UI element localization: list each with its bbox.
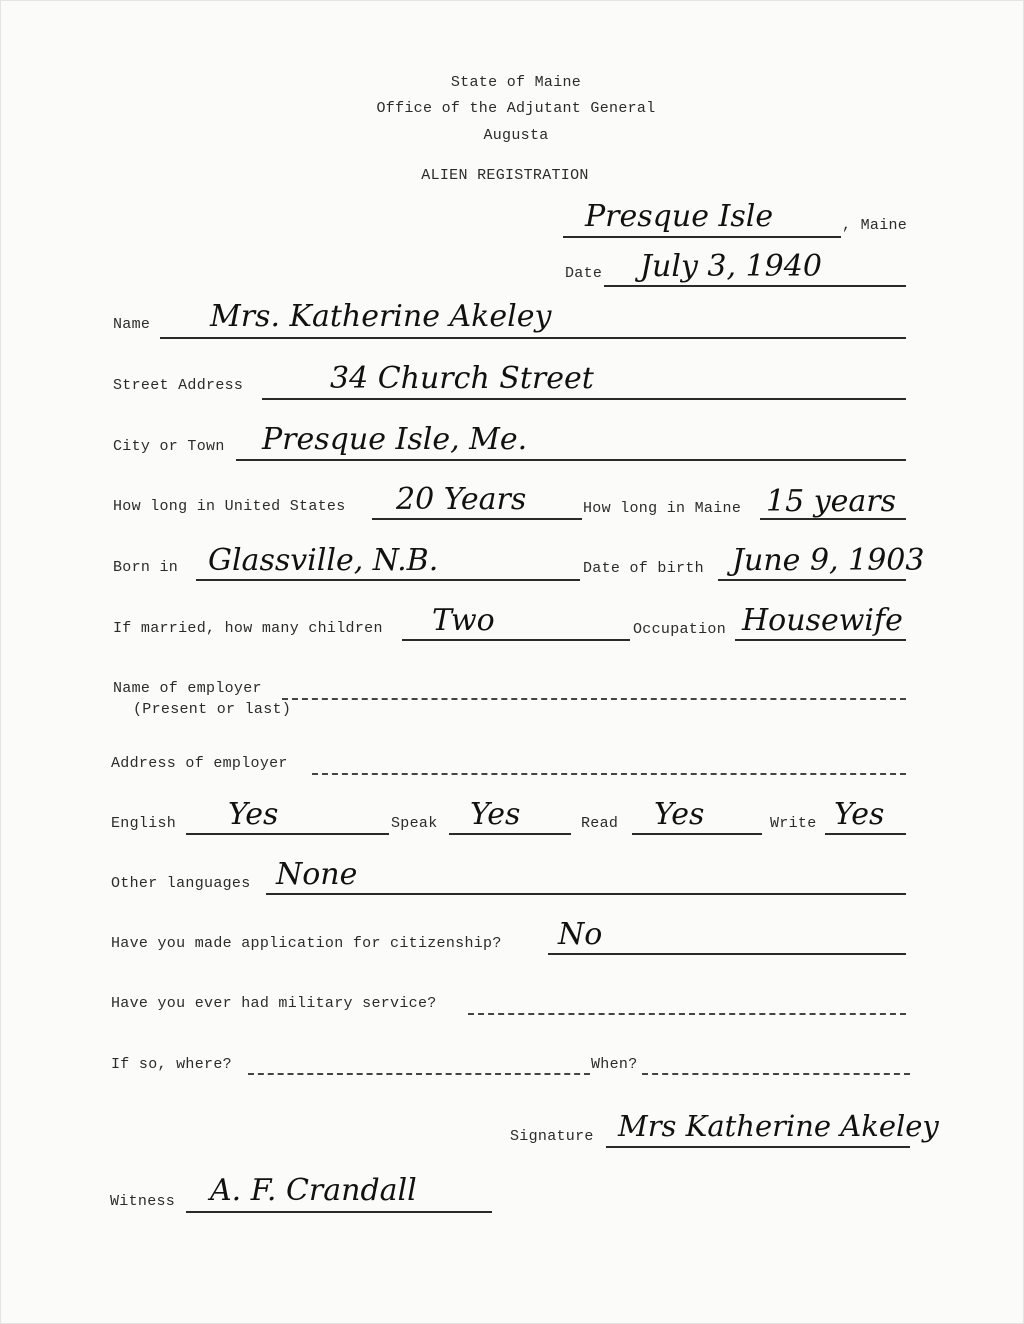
us-years-label: How long in United States <box>113 498 346 515</box>
occupation-line <box>735 639 906 641</box>
us-years-value: 20 Years <box>396 482 527 517</box>
us-years-line <box>372 518 582 520</box>
military-line <box>468 1013 906 1015</box>
occupation-label: Occupation <box>633 621 727 638</box>
born-line <box>196 579 580 581</box>
date-line <box>604 285 906 287</box>
write-value: Yes <box>834 797 885 832</box>
children-label: If married, how many children <box>113 620 383 637</box>
write-line <box>825 833 906 835</box>
employer-address-line <box>312 773 906 775</box>
witness-value: A. F. Crandall <box>210 1173 417 1208</box>
other-languages-value: None <box>276 857 358 892</box>
place-line <box>563 236 841 238</box>
signature-line <box>606 1146 910 1148</box>
dob-value: June 9, 1903 <box>732 543 925 578</box>
when-line <box>642 1073 910 1075</box>
other-languages-label: Other languages <box>111 875 251 892</box>
english-value: Yes <box>228 797 279 832</box>
city-value: Presque Isle, Me. <box>262 422 528 457</box>
date-value: July 3, 1940 <box>640 249 822 284</box>
speak-label: Speak <box>391 815 438 832</box>
header-office: Office of the Adjutant General <box>376 100 656 117</box>
street-line <box>262 398 906 400</box>
when-label: When? <box>591 1056 638 1073</box>
signature-label: Signature <box>510 1128 594 1145</box>
place-suffix: , Maine <box>842 217 908 234</box>
read-line <box>632 833 762 835</box>
read-label: Read <box>581 815 619 832</box>
signature-value: Mrs Katherine Akeley <box>618 1109 939 1143</box>
children-value: Two <box>432 603 495 638</box>
speak-value: Yes <box>470 797 521 832</box>
name-value: Mrs. Katherine Akeley <box>210 299 552 334</box>
name-label: Name <box>113 316 151 333</box>
english-label: English <box>111 815 177 832</box>
witness-line <box>186 1211 492 1213</box>
city-line <box>236 459 906 461</box>
street-label: Street Address <box>113 377 244 394</box>
citizenship-label: Have you made application for citizenship? <box>111 935 502 952</box>
city-label: City or Town <box>113 438 225 455</box>
street-value: 34 Church Street <box>330 361 594 396</box>
dob-label: Date of birth <box>583 560 704 577</box>
employer-sublabel: (Present or last) <box>133 701 292 718</box>
place-value: Presque Isle <box>585 199 774 234</box>
write-label: Write <box>770 815 817 832</box>
maine-years-label: How long in Maine <box>583 500 742 517</box>
date-label: Date <box>565 265 603 282</box>
employer-line <box>282 698 906 700</box>
where-label: If so, where? <box>111 1056 232 1073</box>
header-state: State of Maine <box>450 74 582 91</box>
born-label: Born in <box>113 559 179 576</box>
born-value: Glassville, N.B. <box>208 543 439 578</box>
other-languages-line <box>266 893 906 895</box>
employer-address-label: Address of employer <box>111 755 288 772</box>
speak-line <box>449 833 571 835</box>
name-line <box>160 337 906 339</box>
form-title: ALIEN REGISTRATION <box>421 167 589 184</box>
employer-label: Name of employer <box>113 680 262 697</box>
dob-line <box>718 579 906 581</box>
citizenship-line <box>548 953 906 955</box>
children-line <box>402 639 630 641</box>
maine-years-value: 15 years <box>766 484 897 519</box>
citizenship-value: No <box>558 917 603 952</box>
military-label: Have you ever had military service? <box>111 995 437 1012</box>
occupation-value: Housewife <box>742 603 903 638</box>
english-line <box>186 833 389 835</box>
where-line <box>248 1073 590 1075</box>
read-value: Yes <box>654 797 705 832</box>
witness-label: Witness <box>110 1193 176 1210</box>
header-city: Augusta <box>483 127 549 144</box>
